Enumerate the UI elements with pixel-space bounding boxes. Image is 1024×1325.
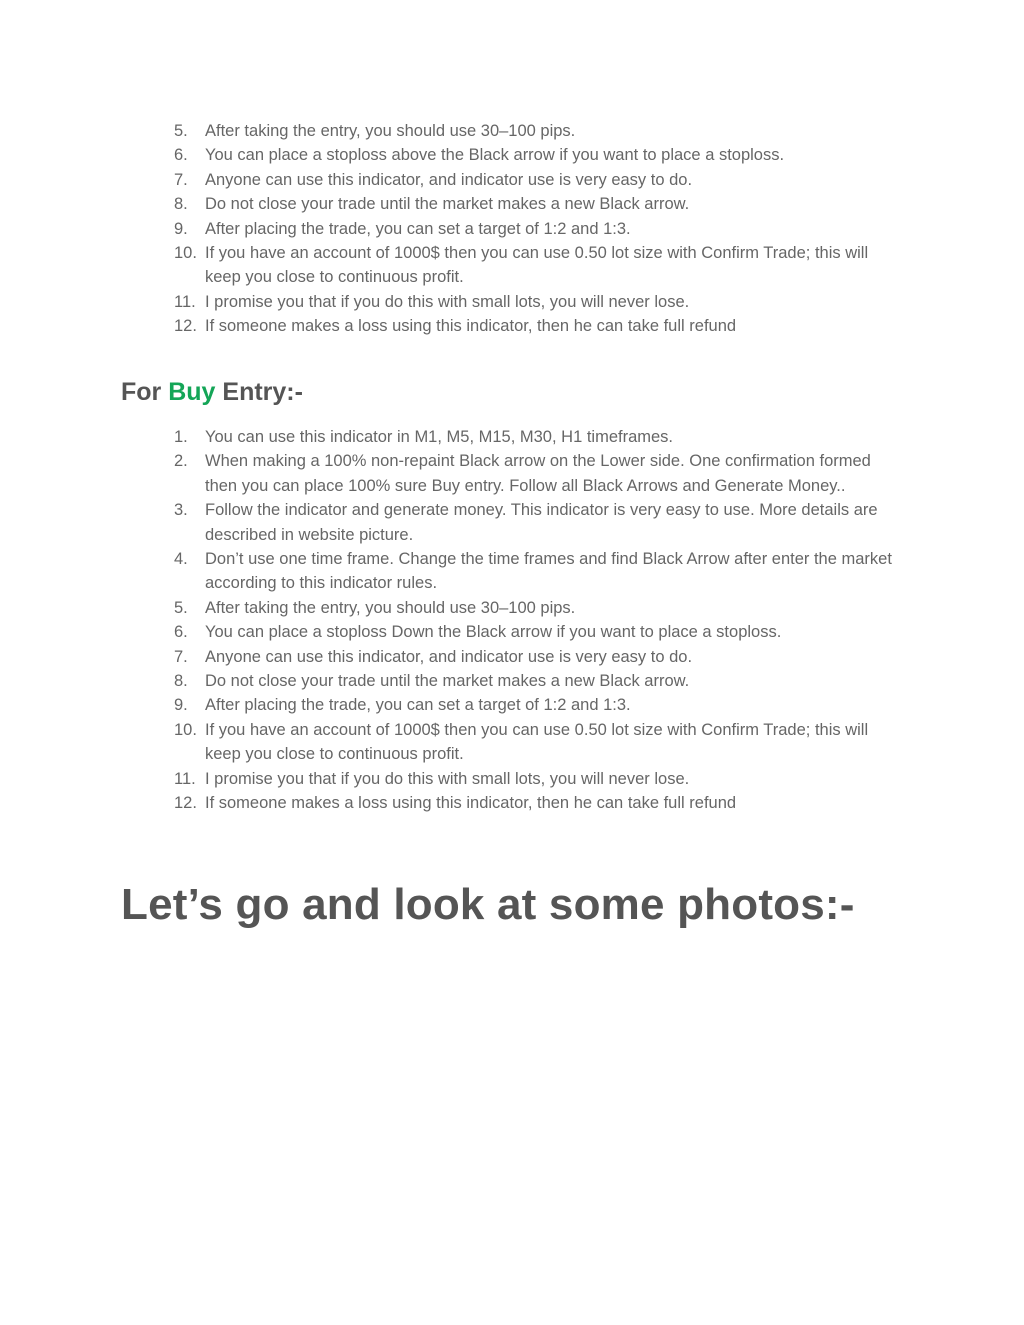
list-number: 6. [174, 623, 188, 642]
list-text: If you have an account of 1000$ then you can use 0.50 lot size with Confirm Trade; this will keep you close to continuous profit. [205, 720, 869, 764]
list-item [174, 143, 894, 167]
buy-entry-heading [121, 378, 303, 407]
list-number: 12. [174, 794, 197, 813]
list-text: You can place a stoploss above the Black arrow if you want to place a stoploss. [205, 146, 785, 165]
list-number: 6. [174, 146, 188, 165]
list-item [174, 192, 894, 216]
continued-rules-list [174, 119, 894, 339]
list-number: 7. [174, 647, 188, 666]
list-item [174, 620, 894, 644]
list-text: After taking the entry, you should use 30–100 pips. [205, 122, 576, 140]
list-item [174, 547, 894, 596]
list-number: 2. [174, 452, 188, 471]
list-text: If someone makes a loss using this indicator, then he can take full refund [205, 317, 737, 336]
list-item [174, 669, 894, 693]
list-number: 5. [174, 122, 188, 140]
list-number: 7. [174, 170, 188, 189]
list-item [174, 767, 894, 791]
list-item [174, 718, 894, 767]
list-text: You can place a stoploss Down the Black arrow if you want to place a stoploss. [205, 623, 782, 642]
list-text: If someone makes a loss using this indicator, then he can take full refund [205, 794, 737, 813]
list-text: I promise you that if you do this with small lots, you will never lose. [205, 769, 690, 788]
list-item [174, 314, 894, 338]
list-item [174, 425, 894, 449]
list-text: I promise you that if you do this with small lots, you will never lose. [205, 292, 690, 311]
list-item [174, 290, 894, 314]
list-number: 9. [174, 696, 188, 715]
list-item [174, 498, 894, 547]
list-text: After placing the trade, you can set a target of 1:2 and 1:3. [205, 219, 631, 238]
list-item [174, 645, 894, 669]
list-item [174, 791, 894, 815]
list-text: If you have an account of 1000$ then you can use 0.50 lot size with Confirm Trade; this will keep you close to continuous profit. [205, 244, 869, 287]
list-number: 10. [174, 720, 197, 739]
list-item [174, 119, 894, 143]
list-number: 8. [174, 672, 188, 691]
photos-heading: Let’s go and look at some photos:- [121, 880, 855, 929]
list-number: 8. [174, 195, 188, 214]
list-text: After taking the entry, you should use 30–100 pips. [205, 598, 576, 617]
list-number: 10. [174, 244, 197, 263]
list-text: After placing the trade, you can set a target of 1:2 and 1:3. [205, 696, 631, 715]
list-text: Don’t use one time frame. Change the time frames and find Black Arrow after enter the market according to this indicator rules. [205, 550, 892, 593]
list-number: 11. [174, 769, 196, 788]
list-item [174, 449, 894, 498]
list-item [174, 693, 894, 717]
list-text: Anyone can use this indicator, and indicator use is very easy to do. [205, 170, 693, 189]
list-number: 5. [174, 598, 188, 617]
list-item [174, 168, 894, 192]
heading-highlight: Buy [168, 378, 216, 406]
list-number: 11. [174, 292, 196, 311]
list-item [174, 241, 894, 290]
heading-prefix: For [121, 378, 169, 406]
list-number: 12. [174, 317, 197, 336]
list-text: Anyone can use this indicator, and indicator use is very easy to do. [205, 647, 693, 666]
heading-suffix: Entry:- [215, 378, 303, 406]
list-text: Do not close your trade until the market makes a new Black arrow. [205, 195, 690, 214]
list-number: 3. [174, 501, 188, 520]
list-number: 4. [174, 550, 188, 569]
buy-rules-list [174, 425, 894, 816]
list-text: When making a 100% non-repaint Black arrow on the Lower side. One confirmation formed then you can place 100% sure Buy entry. Follow all Black Arrows and Generate Money.. [205, 452, 871, 495]
list-text: Do not close your trade until the market makes a new Black arrow. [205, 672, 690, 691]
list-number: 9. [174, 219, 188, 238]
list-item [174, 217, 894, 241]
list-number: 1. [174, 428, 188, 446]
list-item [174, 596, 894, 620]
list-text: You can use this indicator in M1, M5, M15, M30, H1 timeframes. [205, 428, 674, 446]
list-text: Follow the indicator and generate money. This indicator is very easy to use. More details are described in website picture. [205, 501, 878, 544]
